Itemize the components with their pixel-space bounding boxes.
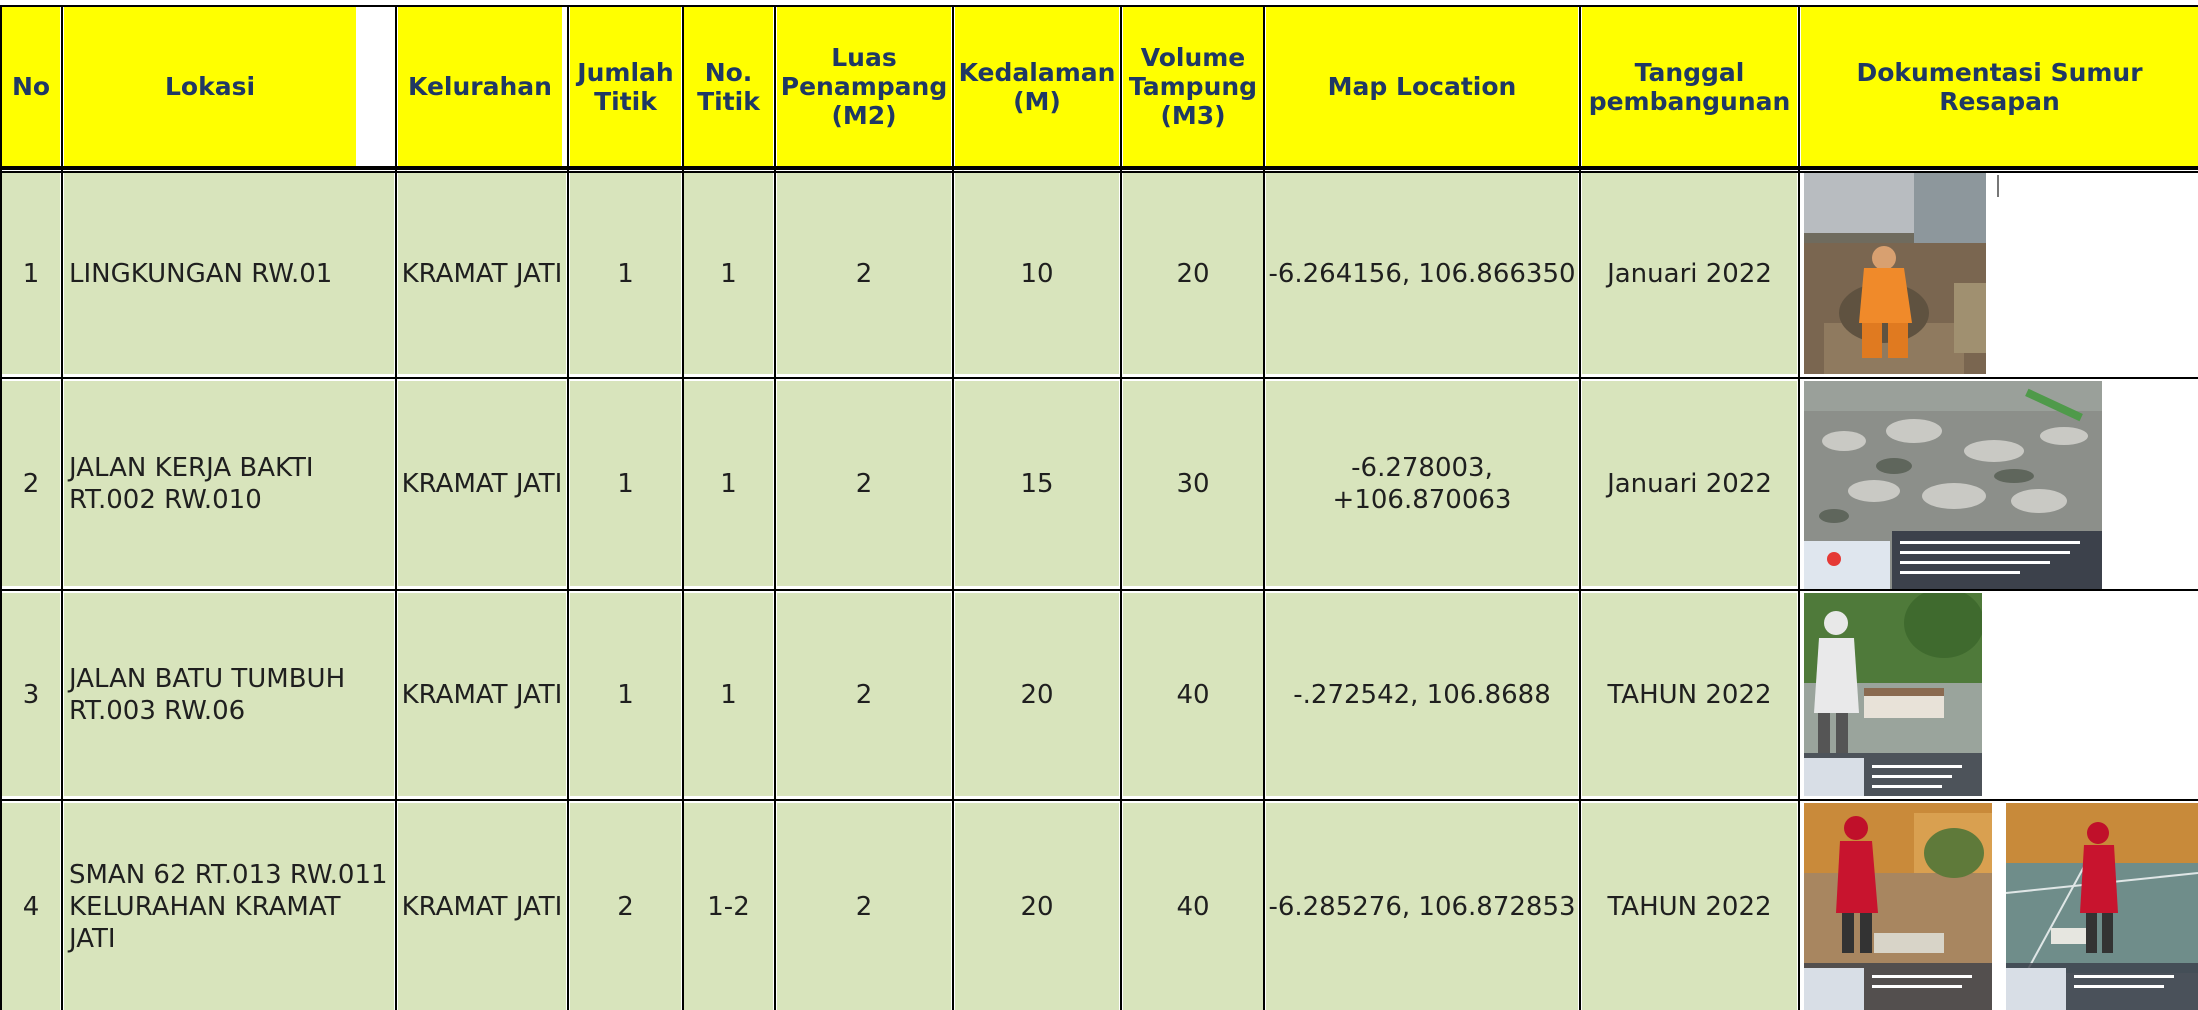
grid-line <box>0 5 2198 7</box>
cell-no-titik-1: 1 <box>684 173 773 374</box>
cell-volume-4: 40 <box>1123 803 1263 1010</box>
cell-no-titik-2: 1 <box>684 381 773 586</box>
grid-line <box>1798 5 1800 1010</box>
cell-no-2: 2 <box>2 381 60 586</box>
cell-lokasi-3: JALAN BATU TUMBUH RT.003 RW.06 <box>64 593 394 796</box>
cell-map-2: -6.278003, +106.870063 <box>1266 381 1578 586</box>
cell-no-1: 1 <box>2 173 60 374</box>
cell-map-1: -6.264156, 106.866350 <box>1266 173 1578 374</box>
photo-woman-inspecting <box>1804 593 1982 796</box>
header-kelurahan: Kelurahan <box>398 7 562 166</box>
cell-dokumentasi-1 <box>1801 173 2198 374</box>
photo-student-on-court <box>2006 803 2198 1010</box>
cell-tanggal-4: TAHUN 2022 <box>1582 803 1797 1010</box>
grid-line <box>0 799 2198 801</box>
cell-volume-1: 20 <box>1123 173 1263 374</box>
cell-no-4: 4 <box>2 803 60 1010</box>
cell-lokasi-2: JALAN KERJA BAKTI RT.002 RW.010 <box>64 381 394 586</box>
header-no-titik: No. Titik <box>684 7 773 166</box>
cell-no-titik-4: 1-2 <box>684 803 773 1010</box>
cell-kelurahan-3: KRAMAT JATI <box>398 593 566 796</box>
cell-jumlah-titik-4: 2 <box>570 803 681 1010</box>
cell-kedalaman-4: 20 <box>955 803 1119 1010</box>
header-tanggal: Tanggal pembangunan <box>1582 7 1797 166</box>
grid-line <box>61 5 63 1010</box>
cell-kelurahan-1: KRAMAT JATI <box>398 173 566 374</box>
header-lokasi: Lokasi <box>64 7 356 166</box>
image-edge-mark <box>1997 175 1999 197</box>
photo-student-at-well <box>1804 803 1992 1010</box>
grid-line <box>774 5 776 1010</box>
cell-no-3: 3 <box>2 593 60 796</box>
cell-jumlah-titik-2: 1 <box>570 381 681 586</box>
cell-kedalaman-1: 10 <box>955 173 1119 374</box>
cell-lokasi-4: SMAN 62 RT.013 RW.011 KELURAHAN KRAMAT JATI <box>64 803 394 1010</box>
cell-tanggal-3: TAHUN 2022 <box>1582 593 1797 796</box>
cell-no-titik-3: 1 <box>684 593 773 796</box>
cell-lokasi-1: LINGKUNGAN RW.01 <box>64 173 394 374</box>
grid-line <box>567 5 569 1010</box>
grid-line <box>0 377 2198 379</box>
cell-jumlah-titik-1: 1 <box>570 173 681 374</box>
grid-line <box>1120 5 1122 1010</box>
cell-tanggal-1: Januari 2022 <box>1582 173 1797 374</box>
grid-line <box>1263 5 1265 1010</box>
header-no: No <box>2 7 60 166</box>
grid-line <box>0 171 2198 173</box>
cell-volume-2: 30 <box>1123 381 1263 586</box>
cell-map-3: -.272542, 106.8688 <box>1266 593 1578 796</box>
cell-dokumentasi-3 <box>1801 593 2198 796</box>
cell-map-4: -6.285276, 106.872853 <box>1266 803 1578 1010</box>
grid-line <box>0 5 2 1010</box>
grid-line <box>682 5 684 1010</box>
header-map-location: Map Location <box>1266 7 1578 166</box>
photo-rubble-geotag <box>1804 381 2102 591</box>
cell-luas-1: 2 <box>777 173 951 374</box>
cell-luas-3: 2 <box>777 593 951 796</box>
cell-dokumentasi-4 <box>1801 803 2198 1010</box>
cell-dokumentasi-2 <box>1801 381 2198 586</box>
header-kedalaman: Kedalaman (M) <box>955 7 1119 166</box>
header-volume-tampung: Volume Tampung (M3) <box>1123 7 1263 166</box>
grid-line <box>0 589 2198 591</box>
cell-luas-2: 2 <box>777 381 951 586</box>
cell-volume-3: 40 <box>1123 593 1263 796</box>
grid-line <box>952 5 954 1010</box>
grid-line <box>0 166 2198 170</box>
grid-line <box>395 5 397 1010</box>
cell-kedalaman-3: 20 <box>955 593 1119 796</box>
header-jumlah-titik: Jumlah Titik <box>570 7 681 166</box>
cell-kelurahan-2: KRAMAT JATI <box>398 381 566 586</box>
header-dokumentasi: Dokumentasi Sumur Resapan <box>1801 7 2198 166</box>
header-luas-penampang: Luas Penampang (M2) <box>777 7 951 166</box>
grid-line <box>1579 5 1581 1010</box>
cell-kelurahan-4: KRAMAT JATI <box>398 803 566 1010</box>
cell-kedalaman-2: 15 <box>955 381 1119 586</box>
cell-tanggal-2: Januari 2022 <box>1582 381 1797 586</box>
cell-jumlah-titik-3: 1 <box>570 593 681 796</box>
cell-luas-4: 2 <box>777 803 951 1010</box>
photo-worker-digging <box>1804 173 1986 374</box>
